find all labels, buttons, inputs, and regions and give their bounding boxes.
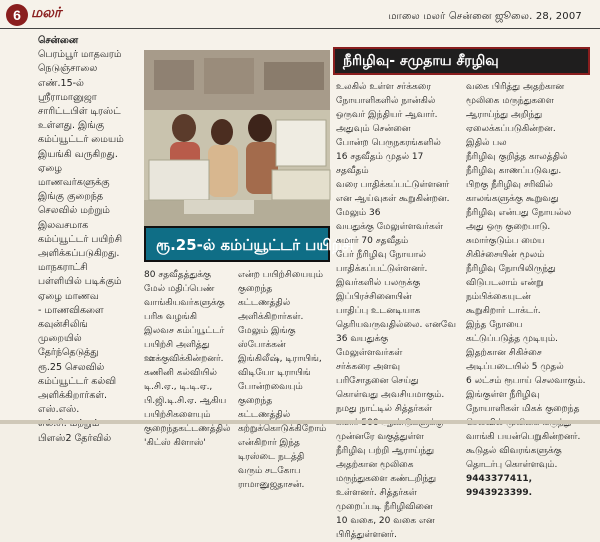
middle-line: மேலும் இங்கு (238, 326, 296, 336)
article-photo (144, 50, 330, 250)
right-line: கட்டுப்படுத்த முடியும். (466, 334, 558, 344)
right-line: வகை பிரித்து அதற்கான (466, 82, 565, 92)
right-line: நம்பிக்கையுடன் (466, 292, 531, 302)
header-rule (0, 28, 600, 29)
right-line: கூறுகிறார் டாக்டர். (466, 306, 541, 316)
right-line: அதற்கான மூலிகை (336, 460, 414, 470)
right-line: இந்த நோயை (466, 320, 523, 330)
bottom-shade (0, 420, 600, 424)
dateline: மாலை மலர் சென்னை ஜூலை. 28, 2007 (388, 11, 582, 22)
middle-line: வரும் சடகோப (238, 466, 301, 476)
headline-bar (333, 47, 590, 75)
right-line: தெரியவருவதில்லை. எனவே (336, 320, 456, 330)
masthead (0, 0, 600, 30)
left-line: இலவசமாக (38, 219, 89, 231)
left-line: பெரம்பூர் மாதவரம் (38, 49, 122, 61)
right-line: பிறகு நீரிழிவு சரிவில் (466, 180, 553, 190)
middle-line: குறைந்த கட்டணத்தில் (238, 284, 291, 308)
middle-line: கற்றுக்கொடுக்கிறோம் (238, 424, 327, 434)
middle-line: அளிக்கிறார்கள். (238, 312, 304, 322)
middle-line: விடியோ டிராயிங் (238, 368, 311, 378)
right-line: என ஆய்வுகள் கூறுகின்றன. (336, 194, 450, 204)
right-line: நீரிழிவு நோயிலிருந்து (466, 264, 556, 274)
right-line: இவர்களில் பலருக்கு (336, 278, 421, 288)
right-line: நமது நாட்டில் சித்தர்கள் (336, 404, 433, 414)
right-line: சிகிச்சையின் மூலம் (466, 250, 545, 260)
right-line: ஒருவர் இந்தியர் ஆவார். (336, 110, 438, 120)
middle-line: பயிற்சி அளித்து (144, 340, 210, 350)
middle-line: பி.ஜி.டி.சி.ஏ. ஆகிய (144, 396, 227, 406)
left-line: சாரிட்டபிள் டிரஸ்ட் (38, 106, 121, 118)
right-line: பாதிக்கப்பட்டுள்ளனர். (336, 264, 428, 274)
left-column (38, 34, 142, 444)
left-line: முறையில் (38, 333, 82, 345)
right-line: நீரிழிவு காணப்படுவது. (466, 166, 562, 176)
middle-line: கணினி கல்வியில் (144, 368, 217, 378)
newspaper-logo: மலர் (31, 5, 62, 21)
banner-title: ரூ.25-ல் கம்ப்யூட்டர் பயிற்சி (156, 236, 354, 254)
right-line: போன்ற பெருநகரங்களில் (336, 138, 441, 148)
right-line: நோயாளிகளில் நான்கில் (336, 96, 436, 106)
photo-students-at-computers (144, 50, 330, 250)
left-line: செலவில் மற்றும் (38, 205, 110, 217)
middle-line: குறைந்த கட்டணத்தில் (238, 396, 291, 420)
left-line: கம்ப்யூட்டர் கல்வி (38, 375, 117, 387)
right-col-2 (466, 80, 586, 500)
middle-line: குறைந்தகட்டணத்தில் (144, 424, 231, 434)
right-line: அது ஒரு குறைபாடு. (466, 222, 551, 232)
right-line: 9443377411, 9943923399. (466, 474, 533, 498)
middle-line: ராமானுஜதாசன். (238, 480, 305, 490)
left-line: பள்ளியில் படிக்கும் (38, 276, 122, 288)
left-line: உள்ளது. இங்கு (38, 120, 104, 132)
right-line: பிரித்துள்ளனர். (336, 530, 397, 540)
right-line: 6 லட்சம் ரூபாய் செலவாகும். (466, 376, 586, 386)
middle-line: பயிற்சிகளையும் (144, 410, 211, 420)
right-line: இங்குள்ள நீரிழிவு (466, 390, 540, 400)
left-line: மாநகராட்சி (38, 262, 88, 274)
middle-line: என்கிறார் இந்த (238, 438, 300, 448)
left-line: நெடுஞ்சாலை (38, 63, 98, 75)
right-line: சுமார் 70 சதவீதம் (336, 236, 409, 246)
right-line: இப்பிரச்சினையின் (336, 292, 412, 302)
middle-columns (144, 268, 330, 490)
right-line: பாதிப்பு உடனடியாக (336, 306, 421, 316)
right-line: மருந்துகளை கண்டறிந்து (336, 474, 437, 484)
middle-line: மேல் மதிப்பெண் (144, 284, 215, 294)
right-line: முறைப்படி நீரிழிவினை (336, 502, 433, 512)
left-line: எஸ்.எஸ். (38, 404, 80, 416)
right-line: வரை பாதிக்கப்பட்டுள்ளனர் (336, 180, 450, 190)
middle-line: டிரஸ்டை நடத்தி (238, 452, 305, 462)
left-line: இயங்கி வருகிறது. (38, 148, 118, 160)
right-line: நீரிழிவு குறித்த காலத்தில் (466, 152, 568, 162)
left-line: மாணவர்களுக்கு (38, 177, 110, 189)
right-line: 10 வகை, 20 வகை என (336, 516, 435, 526)
right-line: கூடுதல் விவரங்களுக்கு (466, 446, 562, 456)
left-line: கம்ப்யூட்டர் பயிற்சி (38, 233, 123, 245)
middle-line: 'கிட்ஸ் கிளாஸ்' (144, 438, 206, 448)
middle-col-2 (238, 268, 326, 492)
middle-line: இங்கிலீஷ், டிராயிங், (238, 354, 322, 364)
right-line: விடுபடலாம் என்று (466, 278, 544, 288)
left-line: ஏழை மாணவ (38, 290, 99, 302)
left-line: இங்கு குறைந்த (38, 191, 104, 203)
right-col-1 (336, 80, 456, 542)
left-line: தேர்ந்தெடுத்து (38, 347, 99, 359)
middle-line: வாங்கியவர்களுக்கு (144, 298, 225, 308)
left-line: கவுன்சிலிங் (38, 319, 88, 331)
right-line: தொடர்பு கொள்ளவும். (466, 460, 558, 470)
left-line: - மாணவிகளை (38, 304, 104, 316)
right-line: சுமார்குடும்ப மைய (466, 236, 545, 246)
right-line: பரிசோதனை செய்து (336, 376, 419, 386)
right-line: நீரிழிவு என்பது நோயல்ல (466, 208, 572, 218)
right-line: முன்னரே வகுத்துள்ள (336, 432, 424, 442)
left-line: எண்.15-ல் (38, 77, 84, 89)
right-line: 16 சதவீதம் முதல் 17 சதவீதம் (336, 152, 424, 176)
left-line: சென்னை (38, 35, 79, 46)
left-line: அளிக்கப்படுகிறது. (38, 248, 120, 260)
right-line: வாங்கி பயன்பெறுகின்றனர். (466, 432, 581, 442)
right-line: வயதுக்கு மேலுள்ளவர்கள் (336, 222, 444, 232)
right-line: 36 வயதுக்கு மேலுள்ளவர்கள் (336, 334, 403, 358)
middle-line: ஊக்குவிக்கின்றனர். (144, 354, 224, 364)
right-line: அடிப்படையில் 5 முதல் (466, 362, 564, 372)
right-line: உள்ளனர். சித்தர்கள் (336, 488, 417, 498)
right-line: மேலும் 36 (336, 208, 381, 218)
right-line: ஆராய்ந்து அறிந்து (466, 110, 543, 120)
article-banner (144, 226, 354, 262)
middle-line: ஸ்போக்கன் (238, 340, 286, 350)
right-line: மூலிகை மருந்துகளை (466, 96, 554, 106)
right-line: நோயாளிகள் மிகக் குறைந்த (466, 404, 580, 414)
middle-line: 80 சதவீதத்துக்கு (144, 270, 212, 280)
right-line: நீரிழிவு பற்றி ஆராய்ந்து (336, 446, 435, 456)
page-number: 6 (6, 4, 28, 26)
left-line: ஸ்ரீராமானுஜா (38, 91, 97, 103)
right-line: ஏலைக்கப்படுகின்றன. (466, 124, 556, 134)
left-line: ஏழை (38, 162, 63, 174)
right-line: காலங்களுக்கு கூறுவது (466, 194, 559, 204)
left-line: ரூ.25 செலவில் (38, 361, 105, 373)
right-line: பேர் நீரிழிவு நோயால் (336, 250, 426, 260)
right-line: அதுவும் சென்னை (336, 124, 411, 134)
right-line: உலகில் உள்ள சர்க்கரை (336, 82, 431, 92)
middle-line: டி.சி.ஏ., டி.டி.ஏ., (144, 382, 213, 392)
right-line: கொள்வது அவசியமாகும். (336, 390, 445, 400)
middle-line: இலவச கம்ப்யூட்டர் (144, 326, 225, 336)
right-line: சர்க்கரை அளவு (336, 362, 400, 372)
left-line: அளிக்கிறார்கள். (38, 390, 107, 402)
left-line: கம்ப்யூட்டர் மையம் (38, 134, 124, 146)
right-line: இதில் பல (466, 138, 507, 148)
right-columns (336, 80, 590, 540)
right-line: இதற்கான சிகிச்சை (466, 348, 542, 358)
left-line: பிளஸ்2 தேர்வில் (38, 432, 112, 444)
headline-title: நீரிழிவு- சமுதாய சீரழிவு (343, 53, 499, 69)
middle-line: பரிசு வழங்கி (144, 312, 198, 322)
middle-line: என்ற பயிற்சியையும் (238, 270, 324, 280)
middle-line: போன்றவையும் (238, 382, 303, 392)
